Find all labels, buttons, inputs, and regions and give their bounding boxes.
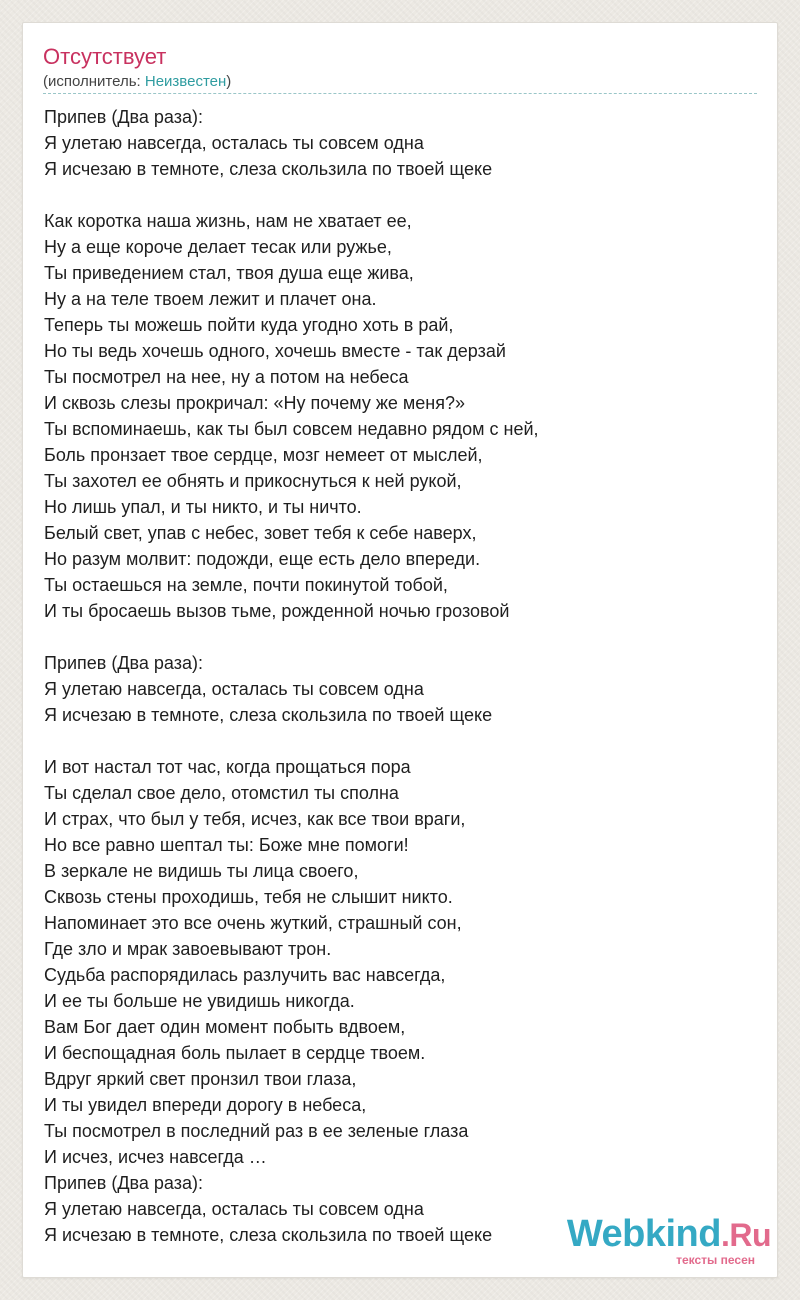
lyric-line: Боль пронзает твое сердце, мозг немеет от мыслей, (44, 445, 483, 465)
lyric-line: Я улетаю навсегда, осталась ты совсем одна (44, 1199, 424, 1219)
lyric-line: Ты посмотрел в последний раз в ее зеленые глаза (44, 1121, 469, 1141)
lyric-line: Напоминает это все очень жуткий, страшный сон, (44, 913, 462, 933)
logo-name: Webkind (566, 1213, 721, 1255)
lyric-line: Я исчезаю в темноте, слеза скользила по твоей щеке (44, 159, 493, 179)
logo-tld: .Ru (720, 1217, 771, 1253)
stanza-gap (44, 624, 539, 650)
lyric-line: Ты остаешься на земле, почти покинутой тобой, (44, 575, 448, 595)
stanza-gap (44, 182, 539, 208)
artist-link[interactable]: Неизвестен (144, 73, 227, 90)
lyrics-card (22, 22, 778, 1278)
lyric-line: И вот настал тот час, когда прощаться пора (44, 757, 411, 777)
lyric-line: Сквозь стены проходишь, тебя не слышит никто. (44, 887, 453, 907)
song-title: Отсутствует (43, 44, 167, 69)
lyric-line: И ты бросаешь вызов тьме, рожденной ночью грозовой (44, 601, 510, 621)
artist-suffix: ) (226, 73, 232, 90)
lyric-line: Ты вспоминаешь, как ты был совсем недавно рядом с ней, (44, 419, 539, 439)
lyric-line: Припев (Два раза): (44, 653, 203, 673)
lyric-line: Ты захотел ее обнять и прикоснуться к ней рукой, (44, 471, 462, 491)
lyric-line: Но разум молвит: подожди, еще есть дело впереди. (44, 549, 481, 569)
lyric-line: Я исчезаю в темноте, слеза скользила по твоей щеке (44, 705, 493, 725)
lyric-line: Теперь ты можешь пойти куда угодно хоть в рай, (44, 315, 454, 335)
lyric-line: И ты увидел впереди дорогу в небеса, (44, 1095, 367, 1115)
lyric-line: Ну а на теле твоем лежит и плачет она. (44, 289, 377, 309)
lyric-line: Судьба распорядилась разлучить вас навсегда, (44, 965, 446, 985)
lyrics-text (44, 104, 539, 1248)
lyric-line: Я исчезаю в темноте, слеза скользила по твоей щеке (44, 1225, 493, 1245)
artist-prefix: (исполнитель: (43, 73, 145, 90)
lyric-line: Припев (Два раза): (44, 1173, 203, 1193)
lyric-line: Но ты ведь хочешь одного, хочешь вместе - так дерзай (44, 341, 506, 361)
lyric-line: Где зло и мрак завоевывают трон. (44, 939, 332, 959)
logo-tagline: тексты песен (676, 1253, 755, 1267)
lyric-line: Ты приведением стал, твоя душа еще жива, (44, 263, 414, 283)
lyric-line: Ну а еще короче делает тесак или ружье, (44, 237, 392, 257)
lyric-line: В зеркале не видишь ты лица своего, (44, 861, 359, 881)
title-divider (43, 93, 757, 94)
lyric-line: И сквозь слезы прокричал: «Ну почему же меня?» (44, 393, 466, 413)
lyric-line: Но лишь упал, и ты никто, и ты ничто. (44, 497, 362, 517)
lyric-line: Я улетаю навсегда, осталась ты совсем одна (44, 133, 424, 153)
lyric-line: Припев (Два раза): (44, 107, 203, 127)
lyric-line: И ее ты больше не увидишь никогда. (44, 991, 355, 1011)
lyric-line: И исчез, исчез навсегда … (44, 1147, 267, 1167)
lyric-line: Вдруг яркий свет пронзил твои глаза, (44, 1069, 357, 1089)
lyric-line: И страх, что был у тебя, исчез, как все твои враги, (44, 809, 466, 829)
lyric-line: Белый свет, упав с небес, зовет тебя к себе наверх, (44, 523, 477, 543)
artist-line (43, 72, 231, 92)
lyric-line: Ты посмотрел на нее, ну а потом на небеса (44, 367, 409, 387)
lyric-line: И беспощадная боль пылает в сердце твоем. (44, 1043, 426, 1063)
lyric-line: Ты сделал свое дело, отомстил ты сполна (44, 783, 399, 803)
lyric-line: Я улетаю навсегда, осталась ты совсем одна (44, 679, 424, 699)
lyric-line: Как коротка наша жизнь, нам не хватает ее, (44, 211, 412, 231)
lyric-line: Вам Бог дает один момент побыть вдвоем, (44, 1017, 406, 1037)
webkind-logo (566, 1213, 771, 1267)
lyric-line: Но все равно шептал ты: Боже мне помоги! (44, 835, 409, 855)
logo-wordmark (567, 1213, 771, 1256)
stanza-gap (44, 728, 539, 754)
